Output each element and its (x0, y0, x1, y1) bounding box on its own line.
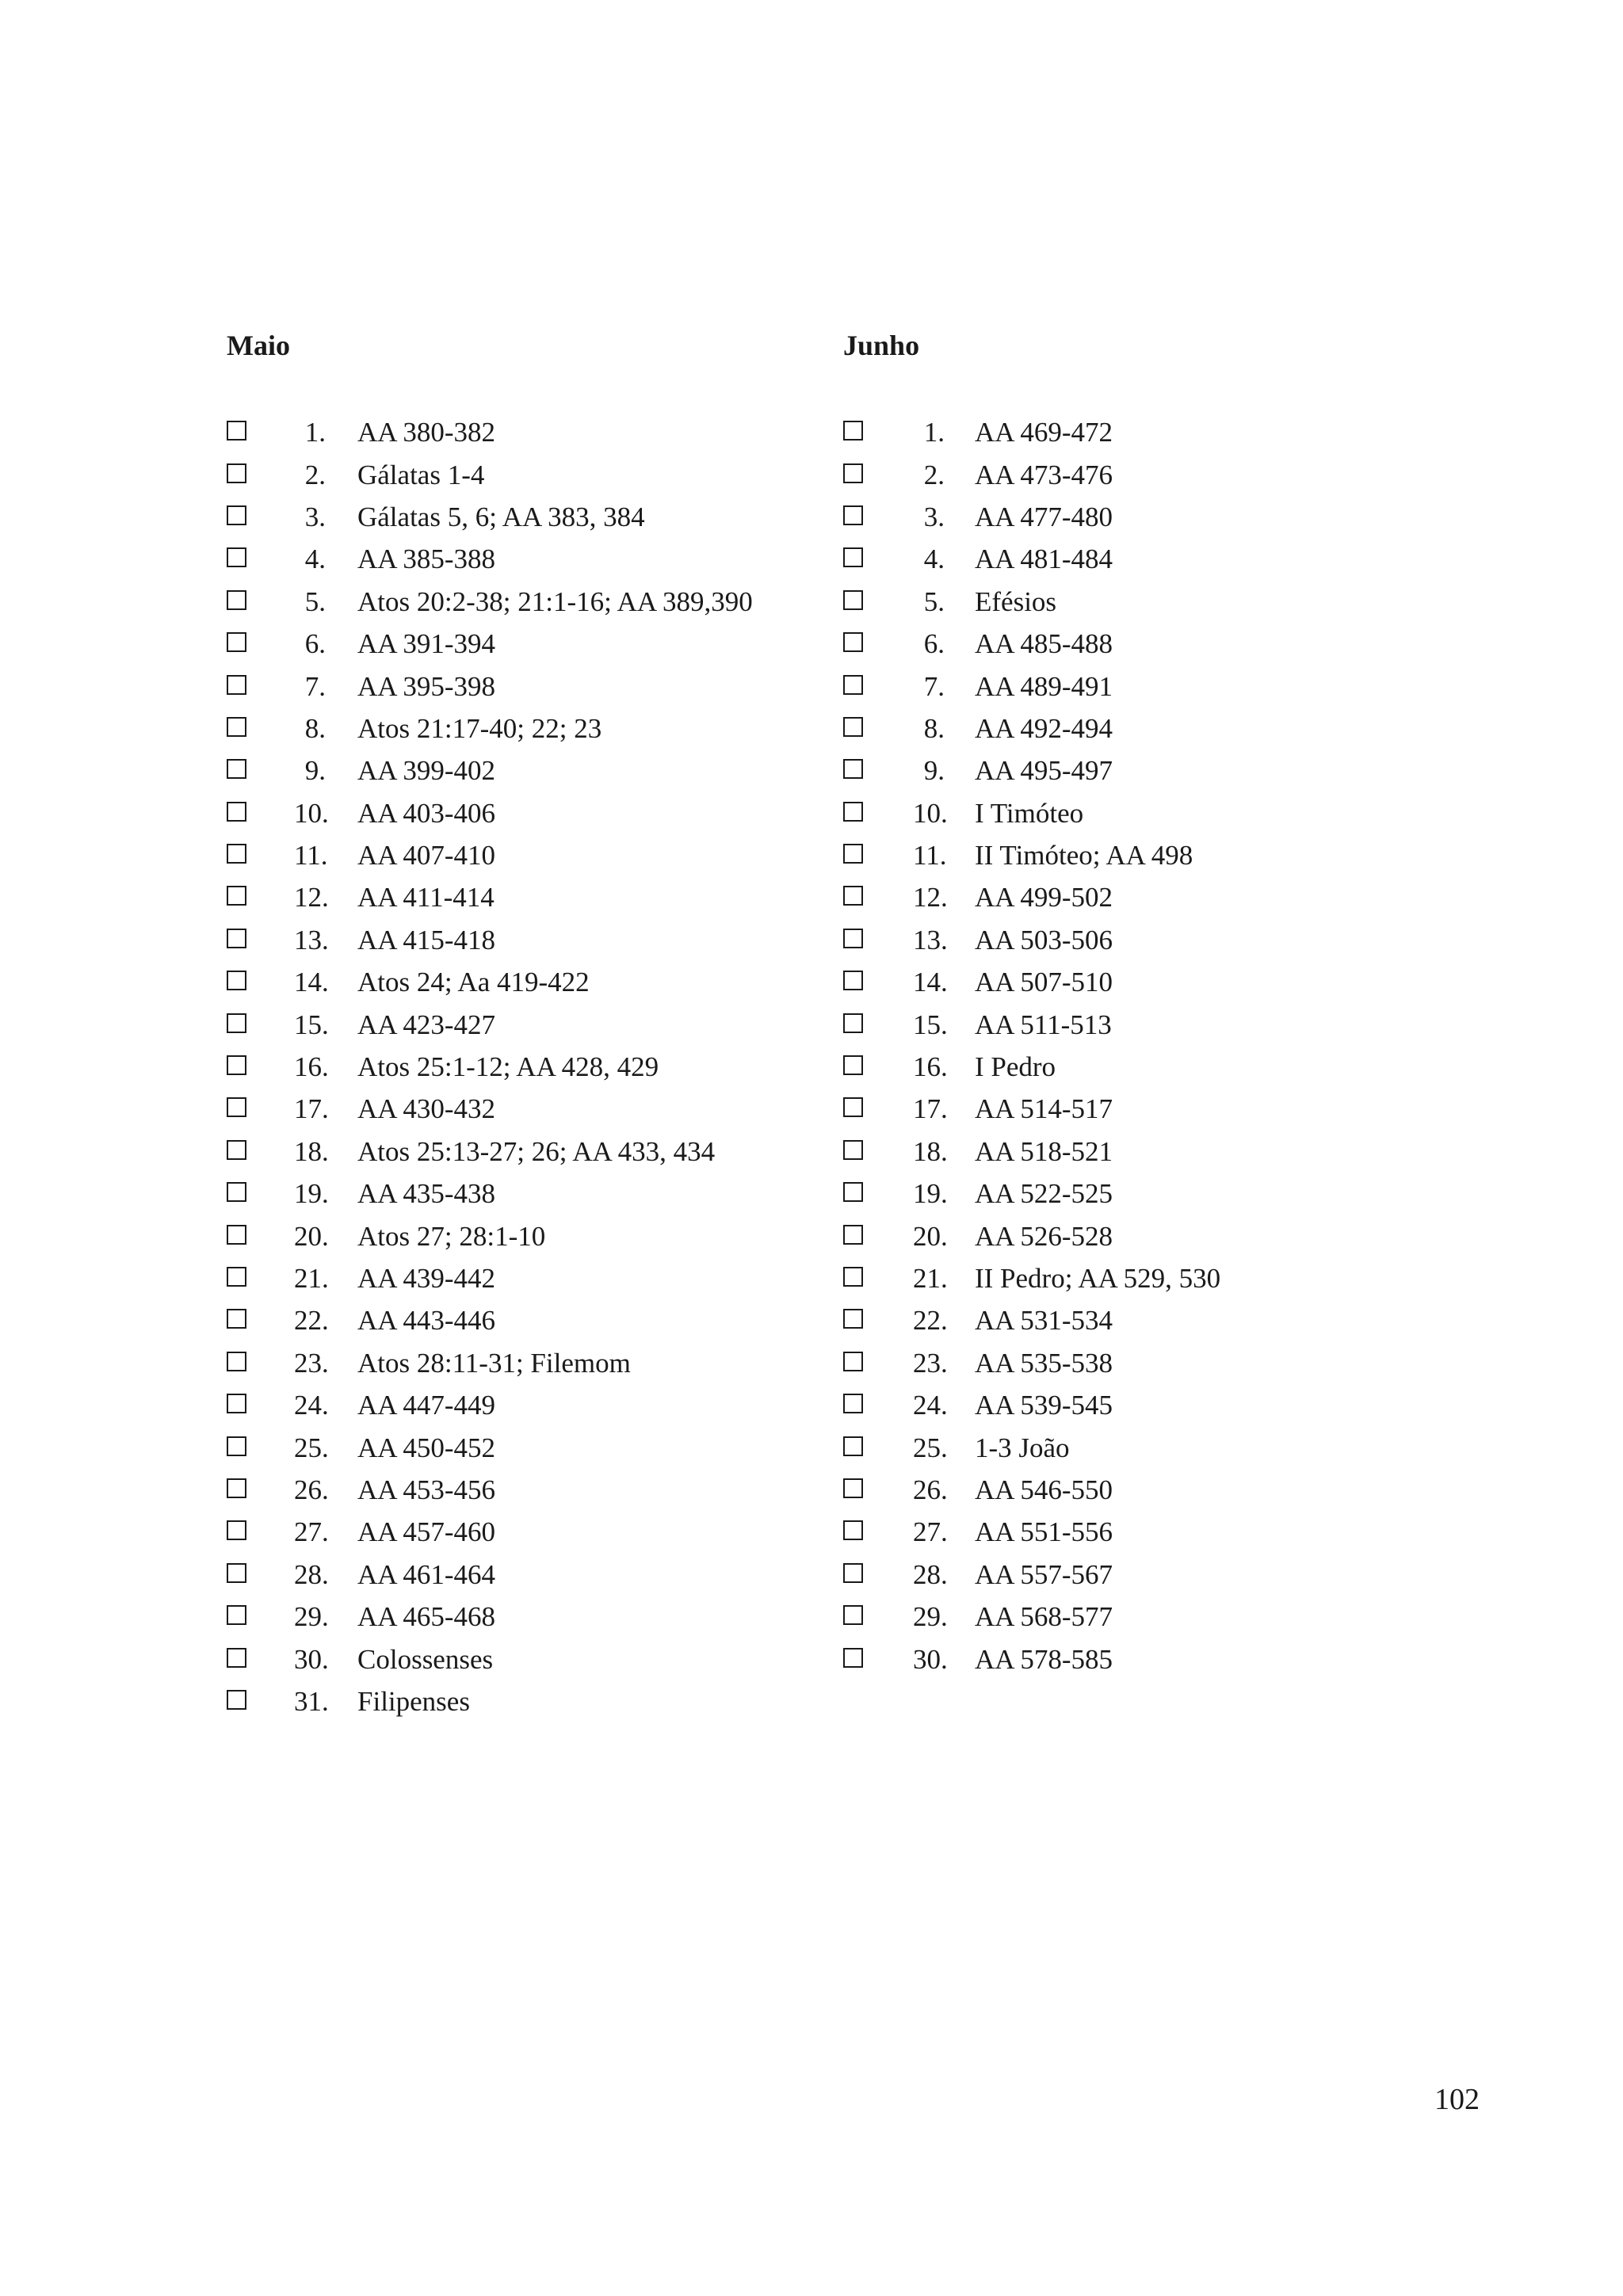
checklist-item (843, 411, 1220, 453)
day-number: 9. (304, 755, 326, 787)
checklist-item (843, 707, 1220, 749)
checklist-item (843, 1342, 1220, 1384)
checkbox-icon[interactable] (843, 1309, 863, 1329)
reading-assignment: 1-3 João (975, 1432, 1070, 1463)
day-number: 25. (294, 1432, 329, 1463)
day-number: 22. (913, 1305, 948, 1337)
checklist-item (843, 1469, 1220, 1511)
checkbox-icon[interactable] (843, 1182, 863, 1202)
day-number: 19. (913, 1178, 948, 1210)
checkbox-icon[interactable] (843, 759, 863, 779)
checkbox-icon[interactable] (843, 1140, 863, 1160)
day-number: 24. (913, 1390, 948, 1421)
reading-assignment: AA 415-418 (357, 924, 496, 955)
day-number: 23. (294, 1347, 329, 1379)
day-number: 20. (913, 1220, 948, 1252)
checklist-item (227, 538, 753, 580)
day-number: 5. (304, 585, 326, 617)
day-number: 27. (913, 1516, 948, 1548)
checkbox-icon[interactable] (227, 675, 246, 695)
checklist-item (227, 1469, 753, 1511)
reading-assignment: AA 485-488 (975, 628, 1113, 660)
checklist-item (227, 919, 753, 961)
checkbox-icon[interactable] (843, 632, 863, 652)
day-number: 24. (294, 1390, 329, 1421)
checklist-item (843, 453, 1220, 495)
day-number: 1. (923, 417, 945, 448)
checkbox-icon[interactable] (227, 1520, 246, 1540)
checklist-item (843, 1638, 1220, 1680)
checklist-item (843, 961, 1220, 1003)
reading-assignment: Efésios (975, 585, 1057, 617)
day-number: 6. (304, 628, 326, 660)
checkbox-icon[interactable] (843, 1225, 863, 1245)
reading-assignment: AA 557-567 (975, 1558, 1113, 1590)
day-number: 1. (304, 417, 326, 448)
day-number: 30. (294, 1643, 329, 1675)
reading-assignment: AA 551-556 (975, 1516, 1113, 1548)
day-number: 18. (913, 1135, 948, 1167)
checklist-item (843, 1511, 1220, 1553)
reading-assignment: AA 507-510 (975, 967, 1113, 998)
day-number: 6. (923, 628, 945, 660)
checklist-item (843, 876, 1220, 918)
checkbox-icon[interactable] (843, 463, 863, 483)
checklist-item (227, 1511, 753, 1553)
reading-assignment: AA 578-585 (975, 1643, 1113, 1675)
reading-assignment: II Pedro; AA 529, 530 (975, 1263, 1221, 1294)
reading-assignment: AA 477-480 (975, 501, 1113, 532)
checkbox-icon[interactable] (227, 1267, 246, 1287)
checklist-item (843, 1299, 1220, 1341)
day-number: 16. (294, 1051, 329, 1083)
checklist-item (227, 623, 753, 665)
checkbox-icon[interactable] (843, 421, 863, 441)
day-number: 29. (294, 1601, 329, 1633)
day-number: 30. (913, 1643, 948, 1675)
checkbox-icon[interactable] (843, 971, 863, 990)
reading-assignment: I Pedro (975, 1051, 1056, 1083)
reading-assignment: Colossenses (357, 1643, 494, 1675)
reading-assignment: AA 385-388 (357, 543, 496, 575)
checkbox-icon[interactable] (843, 802, 863, 822)
reading-assignment: AA 511-513 (975, 1009, 1112, 1040)
reading-assignment: AA 539-545 (975, 1390, 1113, 1421)
day-number: 12. (913, 882, 948, 913)
day-number: 16. (913, 1051, 948, 1083)
reading-assignment: AA 399-402 (357, 755, 496, 787)
reading-assignment: AA 435-438 (357, 1178, 496, 1210)
reading-assignment: Gálatas 5, 6; AA 383, 384 (357, 501, 645, 532)
checkbox-icon[interactable] (227, 590, 246, 610)
day-number: 11. (913, 840, 947, 871)
reading-assignment: Atos 20:2-38; 21:1-16; AA 389,390 (357, 585, 753, 617)
day-number: 28. (294, 1558, 329, 1590)
checklist-item (227, 1596, 753, 1638)
day-number: 7. (923, 670, 945, 702)
checkbox-icon[interactable] (227, 1563, 246, 1583)
checkbox-icon[interactable] (843, 1097, 863, 1117)
checkbox-icon[interactable] (843, 1394, 863, 1413)
checklist-item (843, 919, 1220, 961)
checklist-item (227, 1046, 753, 1088)
checkbox-icon[interactable] (227, 505, 246, 525)
reading-assignment: AA 430-432 (357, 1093, 496, 1125)
checkbox-icon[interactable] (843, 547, 863, 567)
checklist-item (843, 581, 1220, 623)
checkbox-icon[interactable] (843, 590, 863, 610)
reading-assignment: AA 391-394 (357, 628, 496, 660)
checkbox-icon[interactable] (227, 1225, 246, 1245)
checklist-item (227, 665, 753, 707)
checklist-item (227, 411, 753, 453)
reading-assignment: AA 439-442 (357, 1263, 496, 1294)
day-number: 11. (294, 840, 328, 871)
checkbox-icon[interactable] (843, 886, 863, 906)
reading-list (843, 411, 1220, 1680)
reading-assignment: AA 380-382 (357, 417, 496, 448)
checkbox-icon[interactable] (843, 505, 863, 525)
day-number: 17. (913, 1093, 948, 1125)
reading-assignment: AA 453-456 (357, 1474, 496, 1505)
checkbox-icon[interactable] (843, 1267, 863, 1287)
day-number: 9. (923, 755, 945, 787)
checklist-item (227, 1554, 753, 1596)
checkbox-icon[interactable] (227, 759, 246, 779)
reading-assignment: AA 535-538 (975, 1347, 1113, 1379)
day-number: 21. (294, 1263, 329, 1294)
checklist-item (227, 1299, 753, 1341)
checkbox-icon[interactable] (843, 1055, 863, 1075)
checklist-item (843, 496, 1220, 538)
day-number: 28. (913, 1558, 948, 1590)
checklist-item (227, 792, 753, 834)
checklist-item (227, 1680, 753, 1722)
reading-assignment: AA 492-494 (975, 712, 1113, 744)
reading-assignment: AA 522-525 (975, 1178, 1113, 1210)
reading-assignment: AA 568-577 (975, 1601, 1113, 1633)
checkbox-icon[interactable] (843, 1478, 863, 1498)
reading-assignment: I Timóteo (975, 797, 1084, 829)
reading-assignment: AA 407-410 (357, 840, 496, 871)
reading-assignment: AA 465-468 (357, 1601, 496, 1633)
reading-assignment: AA 503-506 (975, 924, 1113, 955)
checkbox-icon[interactable] (227, 1394, 246, 1413)
checkbox-icon[interactable] (227, 1690, 246, 1710)
checklist-item (843, 1384, 1220, 1426)
checklist-item (843, 1003, 1220, 1045)
checklist-item (843, 1173, 1220, 1215)
day-number: 8. (304, 712, 326, 744)
month-title: Maio (227, 330, 290, 361)
checkbox-icon[interactable] (227, 1309, 246, 1329)
day-number: 3. (304, 501, 326, 532)
checklist-item (843, 1554, 1220, 1596)
day-number: 29. (913, 1601, 948, 1633)
reading-assignment: AA 443-446 (357, 1305, 496, 1337)
reading-assignment: Filipenses (357, 1685, 470, 1717)
checkbox-icon[interactable] (227, 632, 246, 652)
checkbox-icon[interactable] (227, 1352, 246, 1371)
checkbox-icon[interactable] (227, 971, 246, 990)
checklist-item (843, 1215, 1220, 1257)
checklist-item (843, 1088, 1220, 1130)
checkbox-icon[interactable] (843, 1605, 863, 1625)
reading-assignment: AA 514-517 (975, 1093, 1113, 1125)
checklist-item (843, 1046, 1220, 1088)
checklist-item (227, 707, 753, 749)
reading-assignment: Gálatas 1-4 (357, 459, 485, 490)
page-number: 102 (1434, 2083, 1480, 2116)
checklist-item (227, 961, 753, 1003)
reading-assignment: AA 546-550 (975, 1474, 1113, 1505)
checklist-item (227, 1342, 753, 1384)
checklist-item (843, 1257, 1220, 1299)
checkbox-icon[interactable] (227, 421, 246, 441)
checkbox-icon[interactable] (843, 1013, 863, 1033)
day-number: 8. (923, 712, 945, 744)
checklist-item (227, 581, 753, 623)
day-number: 26. (913, 1474, 948, 1505)
checkbox-icon[interactable] (843, 844, 863, 864)
day-number: 15. (913, 1009, 948, 1040)
checklist-item (227, 1426, 753, 1468)
reading-assignment: Atos 28:11-31; Filemom (357, 1347, 631, 1379)
reading-assignment: AA 447-449 (357, 1390, 496, 1421)
day-number: 4. (923, 543, 945, 575)
reading-assignment: AA 457-460 (357, 1516, 496, 1548)
checkbox-icon[interactable] (227, 547, 246, 567)
checklist-item (227, 1088, 753, 1130)
checkbox-icon[interactable] (227, 802, 246, 822)
day-number: 10. (294, 797, 329, 829)
reading-assignment: AA 531-534 (975, 1305, 1113, 1337)
day-number: 7. (304, 670, 326, 702)
day-number: 20. (294, 1220, 329, 1252)
checklist-item (843, 665, 1220, 707)
checklist-item (843, 623, 1220, 665)
checkbox-icon[interactable] (227, 1140, 246, 1160)
checkbox-icon[interactable] (227, 1097, 246, 1117)
checklist-item (843, 1426, 1220, 1468)
day-number: 2. (304, 459, 326, 490)
day-number: 15. (294, 1009, 329, 1040)
checklist-item (227, 1173, 753, 1215)
reading-assignment: AA 395-398 (357, 670, 496, 702)
day-number: 23. (913, 1347, 948, 1379)
day-number: 17. (294, 1093, 329, 1125)
day-number: 10. (913, 797, 948, 829)
checkbox-icon[interactable] (227, 1648, 246, 1668)
reading-assignment: Atos 27; 28:1-10 (357, 1220, 546, 1252)
checkbox-icon[interactable] (843, 717, 863, 737)
checkbox-icon[interactable] (227, 463, 246, 483)
checkbox-icon[interactable] (843, 1648, 863, 1668)
reading-list (227, 411, 753, 1722)
day-number: 12. (294, 882, 329, 913)
checkbox-icon[interactable] (227, 1478, 246, 1498)
reading-assignment: AA 450-452 (357, 1432, 496, 1463)
day-number: 14. (294, 967, 329, 998)
day-number: 18. (294, 1135, 329, 1167)
day-number: 13. (294, 924, 329, 955)
month-title: Junho (843, 330, 920, 361)
checklist-item (843, 538, 1220, 580)
day-number: 3. (923, 501, 945, 532)
checkbox-icon[interactable] (843, 1563, 863, 1583)
day-number: 22. (294, 1305, 329, 1337)
checklist-item (843, 749, 1220, 791)
checkbox-icon[interactable] (227, 717, 246, 737)
checkbox-icon[interactable] (843, 1520, 863, 1540)
day-number: 13. (913, 924, 948, 955)
checkbox-icon[interactable] (227, 1055, 246, 1075)
checkbox-icon[interactable] (227, 1605, 246, 1625)
day-number: 25. (913, 1432, 948, 1463)
reading-assignment: II Timóteo; AA 498 (975, 840, 1193, 871)
reading-assignment: AA 518-521 (975, 1135, 1113, 1167)
reading-assignment: AA 461-464 (357, 1558, 496, 1590)
reading-assignment: Atos 25:13-27; 26; AA 433, 434 (357, 1135, 716, 1167)
reading-assignment: AA 411-414 (357, 882, 495, 913)
day-number: 4. (304, 543, 326, 575)
checklist-item (843, 1596, 1220, 1638)
checklist-item (227, 1257, 753, 1299)
checklist-item (227, 453, 753, 495)
day-number: 26. (294, 1474, 329, 1505)
reading-assignment: AA 403-406 (357, 797, 496, 829)
reading-assignment: AA 469-472 (975, 417, 1113, 448)
day-number: 2. (923, 459, 945, 490)
checkbox-icon[interactable] (843, 1352, 863, 1371)
day-number: 31. (294, 1685, 329, 1717)
reading-assignment: Atos 25:1-12; AA 428, 429 (357, 1051, 659, 1083)
reading-assignment: Atos 21:17-40; 22; 23 (357, 712, 602, 744)
checklist-item (843, 1131, 1220, 1173)
checkbox-icon[interactable] (227, 844, 246, 864)
day-number: 5. (923, 585, 945, 617)
checklist-item (227, 1131, 753, 1173)
checklist-item (227, 1384, 753, 1426)
checkbox-icon[interactable] (843, 1436, 863, 1456)
reading-assignment: AA 489-491 (975, 670, 1113, 702)
reading-assignment: Atos 24; Aa 419-422 (357, 967, 590, 998)
reading-assignment: AA 526-528 (975, 1220, 1113, 1252)
checklist-item (843, 834, 1220, 876)
checklist-item (227, 1003, 753, 1045)
checklist-item (227, 834, 753, 876)
checkbox-icon[interactable] (227, 929, 246, 948)
day-number: 19. (294, 1178, 329, 1210)
checklist-item (227, 1215, 753, 1257)
checklist-item (843, 792, 1220, 834)
checklist-item (227, 1638, 753, 1680)
checkbox-icon[interactable] (843, 675, 863, 695)
reading-assignment: AA 423-427 (357, 1009, 496, 1040)
day-number: 21. (913, 1263, 948, 1294)
day-number: 14. (913, 967, 948, 998)
day-number: 27. (294, 1516, 329, 1548)
checklist-item (227, 496, 753, 538)
checkbox-icon[interactable] (227, 886, 246, 906)
reading-assignment: AA 495-497 (975, 755, 1113, 787)
checklist-item (227, 749, 753, 791)
checklist-item (227, 876, 753, 918)
checkbox-icon[interactable] (227, 1436, 246, 1456)
reading-assignment: AA 499-502 (975, 882, 1113, 913)
checkbox-icon[interactable] (843, 929, 863, 948)
checkbox-icon[interactable] (227, 1182, 246, 1202)
checkbox-icon[interactable] (227, 1013, 246, 1033)
reading-assignment: AA 481-484 (975, 543, 1113, 575)
reading-assignment: AA 473-476 (975, 459, 1113, 490)
